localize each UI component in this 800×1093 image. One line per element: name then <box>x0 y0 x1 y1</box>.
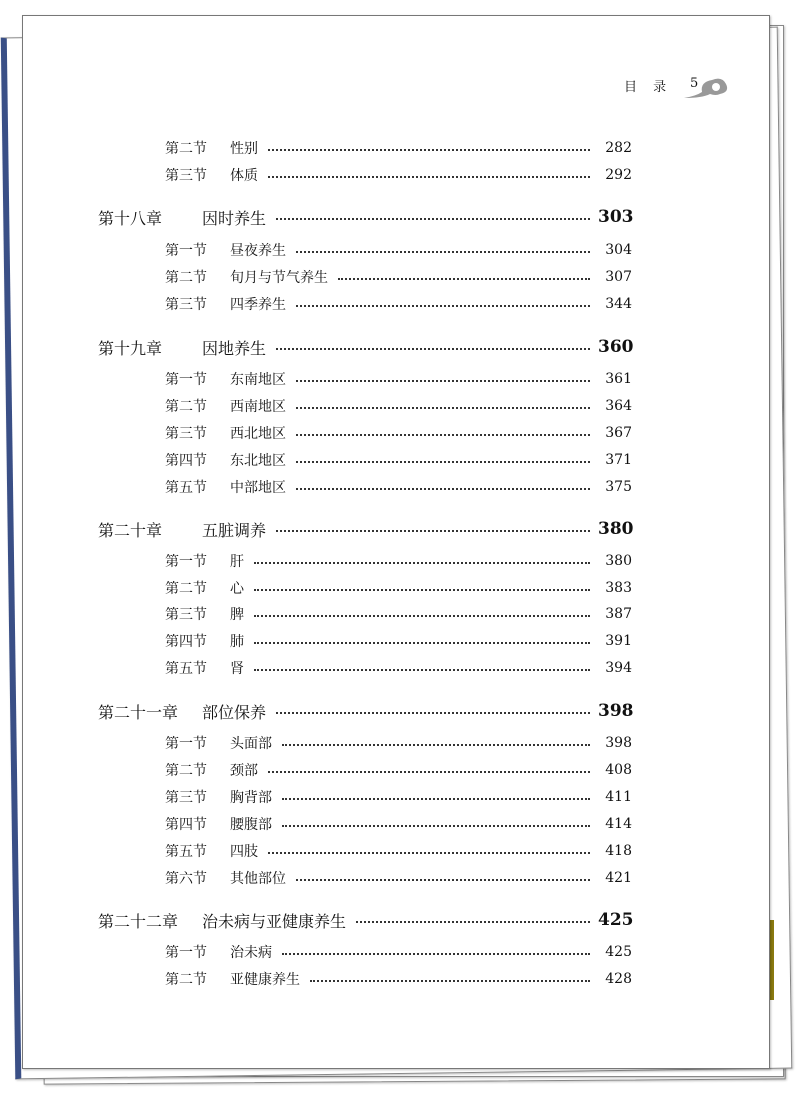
entry-label: 第一节 <box>165 372 207 388</box>
entry-label: 第五节 <box>165 480 207 496</box>
leader-dots <box>296 434 590 436</box>
entry-page: 398 <box>605 735 632 751</box>
entry-label: 第二节 <box>165 972 207 988</box>
entry-label: 第三节 <box>165 168 207 184</box>
entry-title: 性别 <box>230 141 258 157</box>
entry-title: 五脏调养 <box>202 520 267 540</box>
entry-page: 418 <box>605 843 632 859</box>
toc-section-entry <box>0 293 632 315</box>
toc-section-entry <box>0 164 632 186</box>
entry-title: 体质 <box>230 168 258 184</box>
entry-title: 肝 <box>230 554 244 570</box>
toc-section-entry <box>0 840 632 862</box>
toc-section-entry <box>0 786 632 808</box>
entry-label: 第五节 <box>165 661 207 677</box>
entry-page: 428 <box>605 971 632 987</box>
entry-title: 治未病 <box>230 945 272 961</box>
leader-dots <box>268 771 590 773</box>
entry-page: 282 <box>605 140 632 156</box>
entry-label: 第一节 <box>165 554 207 570</box>
entry-label: 第五节 <box>165 844 207 860</box>
leader-dots <box>356 921 590 923</box>
entry-label: 第四节 <box>165 634 207 650</box>
entry-label: 第三节 <box>165 790 207 806</box>
entry-page: 383 <box>605 580 632 596</box>
leader-dots <box>268 852 590 854</box>
entry-label: 第一节 <box>165 243 207 259</box>
toc-section-entry <box>0 941 632 963</box>
entry-page: 387 <box>605 606 632 622</box>
toc-section-entry <box>0 137 632 159</box>
entry-label: 第十九章 <box>98 338 163 358</box>
leader-dots <box>254 589 590 591</box>
entry-title: 亚健康养生 <box>230 972 300 988</box>
toc-section-entry <box>0 867 632 889</box>
toc-section-entry <box>0 449 632 471</box>
toc-section-entry <box>0 759 632 781</box>
leader-dots <box>282 798 590 800</box>
leader-dots <box>282 744 590 746</box>
entry-label: 第十八章 <box>98 208 163 228</box>
toc-section-entry <box>0 239 632 261</box>
entry-page: 398 <box>598 701 634 721</box>
leader-dots <box>276 530 590 532</box>
entry-title: 因地养生 <box>202 338 267 358</box>
toc-section-entry <box>0 657 632 679</box>
toc-chapter-entry <box>0 700 632 722</box>
entry-title: 颈部 <box>230 763 258 779</box>
entry-page: 425 <box>598 910 634 930</box>
entry-label: 第六节 <box>165 871 207 887</box>
entry-page: 425 <box>605 944 632 960</box>
entry-page: 380 <box>598 519 634 539</box>
entry-page: 411 <box>605 789 632 805</box>
entry-page: 375 <box>605 479 632 495</box>
toc-chapter-entry <box>0 518 632 540</box>
entry-page: 364 <box>605 398 632 414</box>
leader-dots <box>296 380 590 382</box>
leader-dots <box>254 642 590 644</box>
leader-dots <box>296 251 590 253</box>
leader-dots <box>282 953 590 955</box>
entry-title: 部位保养 <box>202 702 267 722</box>
entry-page: 394 <box>605 660 632 676</box>
leader-dots <box>338 278 590 280</box>
leader-dots <box>296 305 590 307</box>
entry-title: 东北地区 <box>230 453 286 469</box>
entry-title: 四季养生 <box>230 297 286 313</box>
leader-dots <box>296 879 590 881</box>
leader-dots <box>296 488 590 490</box>
entry-title: 昼夜养生 <box>230 243 286 259</box>
toc-section-entry <box>0 603 632 625</box>
entry-title: 中部地区 <box>230 480 286 496</box>
entry-title: 治未病与亚健康养生 <box>202 911 347 931</box>
entry-label: 第三节 <box>165 607 207 623</box>
entry-page: 391 <box>605 633 632 649</box>
toc-chapter-entry <box>0 909 632 931</box>
entry-title: 因时养生 <box>202 208 267 228</box>
entry-page: 361 <box>605 371 632 387</box>
entry-label: 第四节 <box>165 453 207 469</box>
entry-title: 肺 <box>230 634 244 650</box>
entry-label: 第二节 <box>165 581 207 597</box>
entry-title: 脾 <box>230 607 244 623</box>
entry-title: 东南地区 <box>230 372 286 388</box>
leader-dots <box>296 407 590 409</box>
entry-page: 292 <box>605 167 632 183</box>
leader-dots <box>276 712 590 714</box>
entry-label: 第二十二章 <box>98 911 179 931</box>
leader-dots <box>282 825 590 827</box>
leader-dots <box>276 348 590 350</box>
leader-dots <box>296 461 590 463</box>
entry-label: 第二节 <box>165 763 207 779</box>
entry-label: 第二节 <box>165 270 207 286</box>
entry-title: 心 <box>230 581 244 597</box>
entry-title: 西北地区 <box>230 426 286 442</box>
entry-label: 第二节 <box>165 399 207 415</box>
entry-title: 腰腹部 <box>230 817 272 833</box>
toc-section-entry <box>0 422 632 444</box>
entry-page: 414 <box>605 816 632 832</box>
entry-label: 第一节 <box>165 945 207 961</box>
toc-chapter-entry <box>0 206 632 228</box>
toc-section-entry <box>0 968 632 990</box>
leader-dots <box>268 149 590 151</box>
entry-page: 371 <box>605 452 632 468</box>
entry-page: 303 <box>598 207 634 227</box>
entry-page: 380 <box>605 553 632 569</box>
page-number: 5 <box>690 76 699 91</box>
toc-chapter-entry <box>0 336 632 358</box>
entry-label: 第三节 <box>165 297 207 313</box>
entry-page: 304 <box>605 242 632 258</box>
entry-label: 第一节 <box>165 736 207 752</box>
entry-label: 第四节 <box>165 817 207 833</box>
entry-title: 四肢 <box>230 844 258 860</box>
toc-section-entry <box>0 577 632 599</box>
entry-page: 367 <box>605 425 632 441</box>
leader-dots <box>254 615 590 617</box>
toc-section-entry <box>0 630 632 652</box>
entry-label: 第三节 <box>165 426 207 442</box>
toc-section-entry <box>0 266 632 288</box>
entry-label: 第二十章 <box>98 520 163 540</box>
toc-section-entry <box>0 732 632 754</box>
leader-dots <box>310 980 590 982</box>
entry-title: 胸背部 <box>230 790 272 806</box>
entry-page: 360 <box>598 337 634 357</box>
leader-dots <box>254 562 590 564</box>
entry-page: 307 <box>605 269 632 285</box>
toc-section-entry <box>0 550 632 572</box>
entry-label: 第二节 <box>165 141 207 157</box>
leader-dots <box>254 669 590 671</box>
leader-dots <box>276 218 590 220</box>
entry-title: 头面部 <box>230 736 272 752</box>
toc-section-entry <box>0 813 632 835</box>
toc-section-entry <box>0 476 632 498</box>
entry-page: 344 <box>605 296 632 312</box>
entry-title: 旬月与节气养生 <box>230 270 328 286</box>
entry-title: 其他部位 <box>230 871 286 887</box>
entry-label: 第二十一章 <box>98 702 179 722</box>
toc-section-entry <box>0 368 632 390</box>
leader-dots <box>268 176 590 178</box>
entry-page: 421 <box>605 870 632 886</box>
toc-section-entry <box>0 395 632 417</box>
running-header: 目 录 <box>624 80 673 95</box>
entry-title: 肾 <box>230 661 244 677</box>
entry-page: 408 <box>605 762 632 778</box>
entry-title: 西南地区 <box>230 399 286 415</box>
